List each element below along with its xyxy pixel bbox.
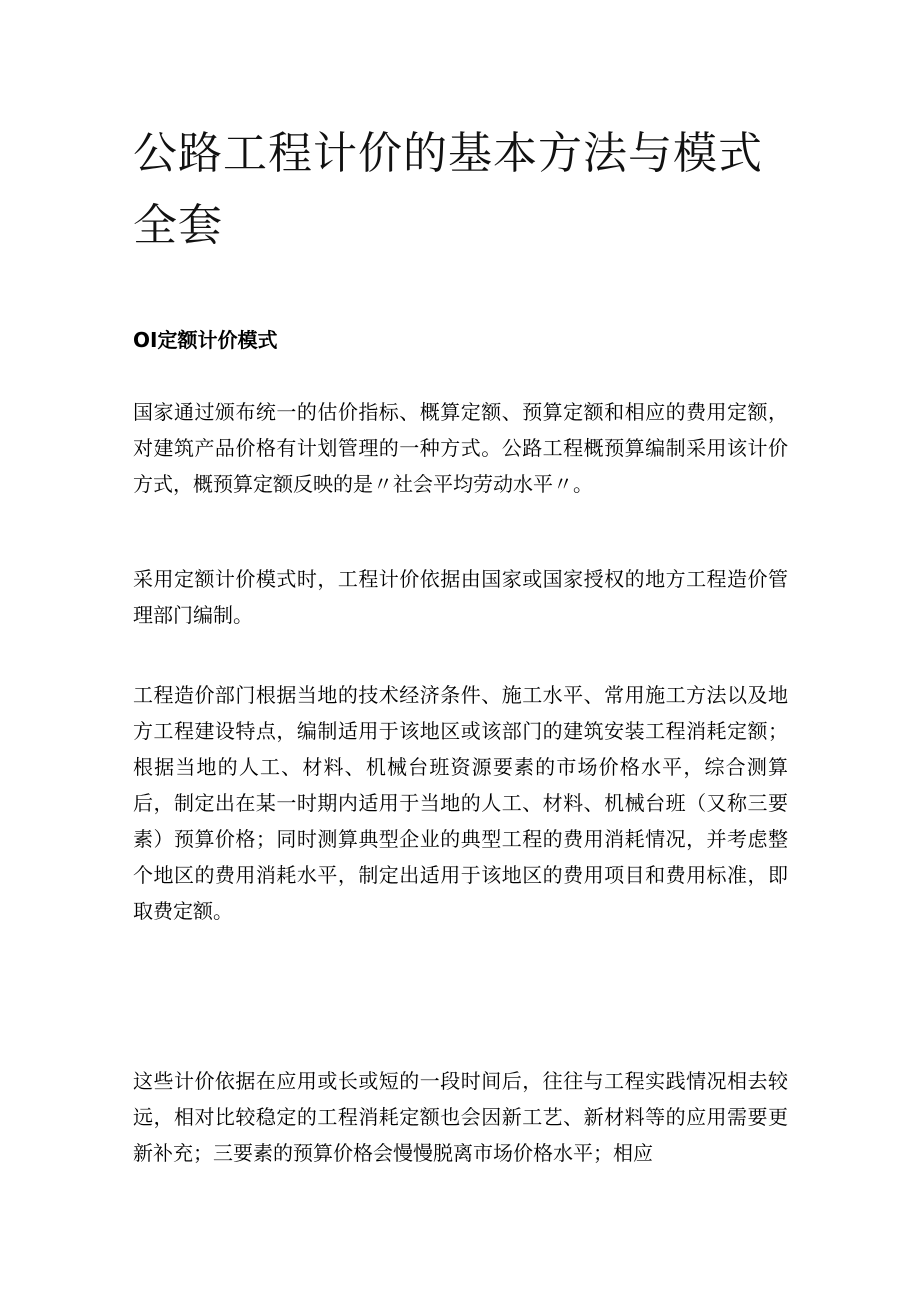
paragraph-3: 工程造价部门根据当地的技术经济条件、施工水平、常用施工方法以及地方工程建设特点，编制适用于该地区或该部门的建筑安装工程消耗定额；根据当地的人工、材料、机械台班资源要素的市场价格水平，综合测算后，制定出在某一时期内适用于当地的人工、材料、机械台班（又称三要素）预算价格；同时测算典型企业的典型工程的费用消耗情况，并考虑整个地区的费用消耗水平，制定出适用于该地区的费用项目和费用标准，即取费定额。 (133, 683, 788, 923)
paragraph-2: 采用定额计价模式时，工程计价依据由国家或国家授权的地方工程造价管理部门编制。 (133, 567, 788, 627)
paragraph-4: 这些计价依据在应用或长或短的一段时间后，往往与工程实践情况相去较远，相对比较稳定的工程消耗定额也会因新工艺、新材料等的应用需要更新补充；三要素的预算价格会慢慢脱离市场价格水平；相应 (133, 1069, 788, 1165)
paragraph-1: 国家通过颁布统一的估价指标、概算定额、预算定额和相应的费用定额，对建筑产品价格有计划管理的一种方式。公路工程概预算编制采用该计价方式，概预算定额反映的是〃社会平均劳动水平〃。 (133, 400, 788, 496)
section-heading: OI定额计价模式 (133, 328, 278, 352)
document-title: 公路工程计价的基本方法与模式全套 (133, 128, 763, 251)
